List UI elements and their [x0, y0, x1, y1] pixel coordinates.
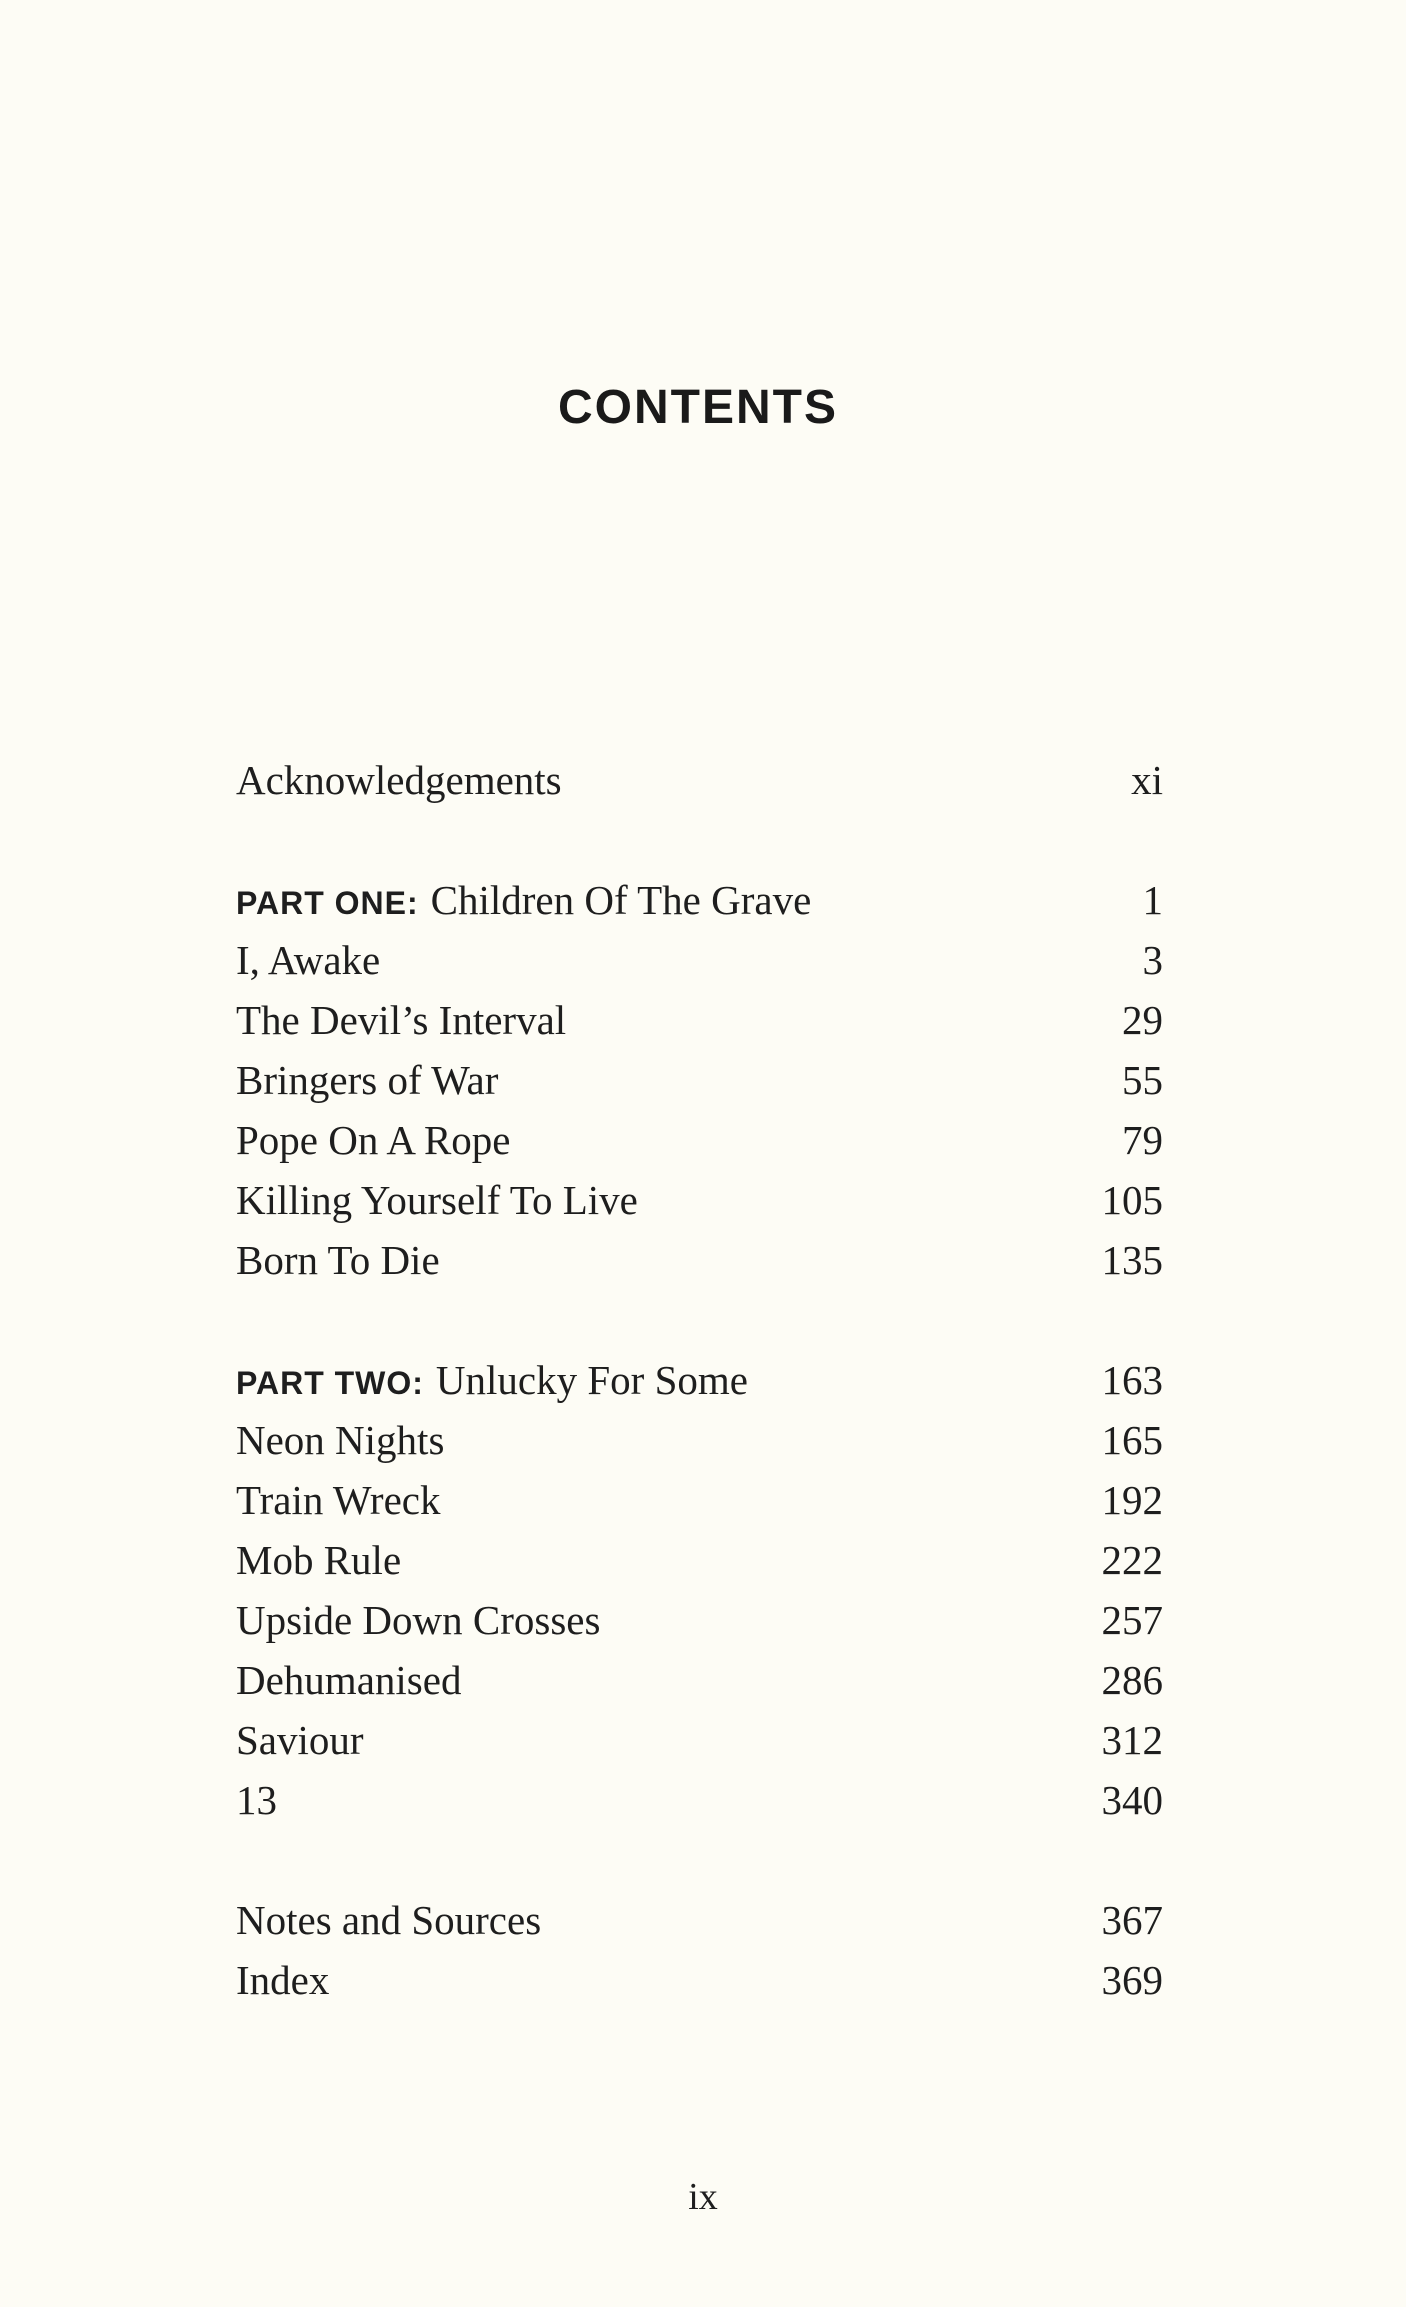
entry-page-number: 3 — [1142, 937, 1163, 983]
part-title: Unlucky For Some — [435, 1357, 748, 1403]
entry-title: Bringers of War — [236, 1057, 499, 1103]
page-title: CONTENTS — [558, 381, 838, 434]
section-gap — [236, 810, 1163, 870]
toc-entry-notes[interactable] — [236, 1890, 1163, 1950]
toc-part-one-heading[interactable] — [236, 870, 1163, 930]
toc-entry-index[interactable] — [236, 1950, 1163, 2010]
entry-page-number: 79 — [1122, 1117, 1163, 1163]
entry-title: Neon Nights — [236, 1417, 445, 1463]
entry-page-number: 163 — [1101, 1357, 1163, 1403]
entry-title: Dehumanised — [236, 1657, 462, 1703]
entry-page-number: 340 — [1101, 1777, 1163, 1823]
entry-title: Upside Down Crosses — [236, 1597, 601, 1643]
entry-title: 13 — [236, 1777, 277, 1823]
table-of-contents — [236, 750, 1163, 2010]
entry-page-number: 257 — [1101, 1597, 1163, 1643]
part-heading — [236, 870, 811, 933]
toc-entry[interactable] — [236, 1230, 1163, 1290]
entry-page-number: 286 — [1101, 1657, 1163, 1703]
entry-page-number: 192 — [1101, 1477, 1163, 1523]
toc-entry[interactable] — [236, 930, 1163, 990]
toc-entry[interactable] — [236, 990, 1163, 1050]
entry-page-number: 312 — [1101, 1717, 1163, 1763]
entry-title: I, Awake — [236, 937, 381, 983]
toc-entry[interactable] — [236, 1650, 1163, 1710]
toc-entry[interactable] — [236, 1410, 1163, 1470]
entry-title: Acknowledgements — [236, 757, 562, 803]
entry-page-number: 135 — [1101, 1237, 1163, 1283]
entry-page-number: 1 — [1142, 877, 1163, 923]
entry-title: Pope On A Rope — [236, 1117, 511, 1163]
toc-entry[interactable] — [236, 1050, 1163, 1110]
toc-part-two-heading[interactable] — [236, 1350, 1163, 1410]
entry-page-number: 165 — [1101, 1417, 1163, 1463]
entry-page-number: 369 — [1101, 1957, 1163, 2003]
entry-title: Mob Rule — [236, 1537, 402, 1583]
part-label: PART ONE: — [236, 885, 419, 921]
toc-entry[interactable] — [236, 1110, 1163, 1170]
section-gap — [236, 1830, 1163, 1890]
toc-entry-acknowledgements[interactable] — [236, 750, 1163, 810]
entry-page-number: 367 — [1101, 1897, 1163, 1943]
part-heading — [236, 1350, 748, 1413]
entry-page-number: xi — [1131, 757, 1163, 803]
section-gap — [236, 1290, 1163, 1350]
part-label: PART TWO: — [236, 1365, 424, 1401]
entry-page-number: 222 — [1101, 1537, 1163, 1583]
entry-page-number: 29 — [1122, 997, 1163, 1043]
entry-page-number: 105 — [1101, 1177, 1163, 1223]
page-number-folio: ix — [688, 2176, 718, 2218]
entry-title: Saviour — [236, 1717, 364, 1763]
part-title: Children Of The Grave — [430, 877, 812, 923]
entry-title: Train Wreck — [236, 1477, 441, 1523]
toc-entry[interactable] — [236, 1470, 1163, 1530]
entry-title: Born To Die — [236, 1237, 440, 1283]
entry-title: Notes and Sources — [236, 1897, 542, 1943]
entry-page-number: 55 — [1122, 1057, 1163, 1103]
toc-entry[interactable] — [236, 1530, 1163, 1590]
toc-entry[interactable] — [236, 1770, 1163, 1830]
entry-title: The Devil’s Interval — [236, 997, 567, 1043]
toc-entry[interactable] — [236, 1710, 1163, 1770]
entry-title: Killing Yourself To Live — [236, 1177, 638, 1223]
entry-title: Index — [236, 1957, 330, 2003]
toc-entry[interactable] — [236, 1170, 1163, 1230]
toc-entry[interactable] — [236, 1590, 1163, 1650]
